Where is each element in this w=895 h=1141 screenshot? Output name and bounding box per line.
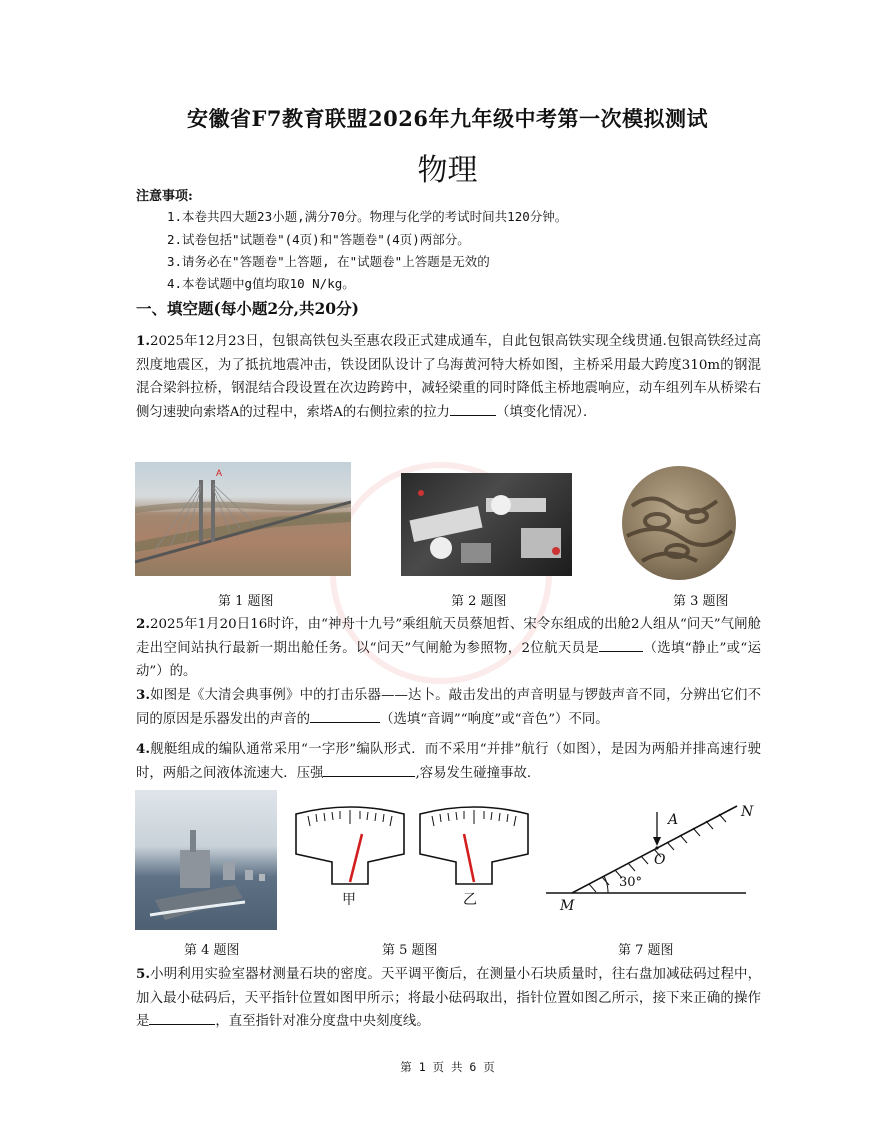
- page-footer: 第 1 页 共 6 页: [400, 1060, 495, 1074]
- bridge-photo: [135, 462, 351, 576]
- question-tail: （填变化情况）．: [495, 404, 597, 420]
- question-text: 舰艇组成的编队通常采用“一字形”编队形式．而不采用“并排”航行（如图），是因为两船并排高速行驶时，两船之间液体流速大．压强: [136, 742, 761, 781]
- section-heading: 一、填空题(每小题2分,共20分): [136, 299, 359, 318]
- question-number: 5.: [136, 966, 150, 982]
- question-text: 2025年12月23日，包银高铁包头至惠农段正式建成通车，自此包银高铁实现全线贯通.包银高铁经过高烈度地震区，为了抵抗地震冲击，铁设团队设计了乌海黄河特大桥如图，主桥采用最大跨度310m的钢混混合梁斜拉桥，钢混结合段设置在次边跨跨中，减轻梁重的同时降低主桥地震响应，动车组列车从桥梁右侧匀速驶向索塔A的过程中，索塔A的右侧拉索的拉力: [136, 334, 761, 420]
- question-2: [136, 613, 761, 684]
- question-number: 1.: [136, 333, 150, 349]
- question-text: 2025年1月20日16时许，由“神舟十九号”乘组航天员蔡旭哲、宋令东组成的出舱2人组从“问天”气闸舱走出空间站执行最新一期出舱任务。以“问天”气闸舱为参照物，2位航天员是: [136, 617, 761, 656]
- subject-title: 物理: [417, 153, 478, 188]
- question-tail: （选填“音调”“响度”或“音色”）不同。: [380, 711, 609, 727]
- answer-blank[interactable]: [323, 762, 415, 777]
- question-number: 2.: [136, 616, 150, 632]
- tower-label-a: A: [216, 468, 223, 478]
- question-number: 4.: [136, 741, 150, 757]
- incline-diagram: [544, 800, 759, 920]
- label-o: O: [654, 852, 666, 868]
- notice-item: 4.本卷试题中g值均取10 N/kg。: [167, 276, 355, 291]
- figure-caption: 第 7 题图: [618, 943, 674, 958]
- dial-label-jia: 甲: [342, 892, 356, 908]
- notice-item: 1.本卷共四大题23小题,满分70分。物理与化学的考试时间共120分钟。: [167, 209, 568, 224]
- label-a: A: [668, 812, 679, 828]
- notice-heading: 注意事项:: [136, 189, 193, 204]
- label-m: M: [560, 898, 575, 914]
- figure-caption: 第 4 题图: [184, 943, 240, 958]
- question-3: [136, 684, 761, 731]
- question-text: 如图是《大清会典事例》中的打击乐器——达卜。敲击发出的声音明显与锣鼓声音不同，分辨出它们不同的原因是乐器发出的声音的: [136, 688, 761, 727]
- warship-photo: [135, 790, 277, 930]
- question-text: 小明利用实验室器材测量石块的密度。天平调平衡后，在测量小石块质量时，往右盘加减砝码过程中，加入最小砝码后，天平指针位置如图甲所示；将最小砝码取出，指针位置如图乙所示，接下来正确的操作是: [136, 967, 761, 1029]
- question-tail: ,容易发生碰撞事故．: [415, 765, 541, 781]
- drum-photo: [622, 466, 736, 580]
- angle-label: 30°: [619, 875, 643, 890]
- page-title: 安徽省F7教育联盟2026年九年级中考第一次模拟测试: [187, 106, 708, 131]
- figure-caption: 第 2 题图: [451, 594, 507, 609]
- question-1: [136, 330, 761, 424]
- figure-caption: 第 1 题图: [218, 594, 274, 609]
- label-n: N: [741, 804, 754, 820]
- answer-blank[interactable]: [310, 708, 380, 723]
- question-5: [136, 963, 761, 1034]
- question-number: 3.: [136, 687, 150, 703]
- notice-item: 2.试卷包括"试题卷"(4页)和"答题卷"(4页)两部分。: [167, 232, 470, 247]
- answer-blank[interactable]: [149, 1010, 215, 1025]
- answer-blank[interactable]: [450, 401, 496, 416]
- spacewalk-photo: [401, 473, 572, 576]
- notice-item: 3.请务必在"答题卷"上答题, 在"试题卷"上答题是无效的: [167, 254, 490, 269]
- answer-blank[interactable]: [599, 637, 643, 652]
- figure-caption: 第 3 题图: [673, 594, 729, 609]
- question-tail: （选填“静止”或“运动”）的。: [136, 640, 761, 679]
- figure-caption: 第 5 题图: [382, 943, 438, 958]
- dial-label-yi: 乙: [463, 892, 477, 908]
- question-tail: ，直至指针对准分度盘中央刻度线。: [215, 1014, 430, 1029]
- question-4: [136, 738, 761, 785]
